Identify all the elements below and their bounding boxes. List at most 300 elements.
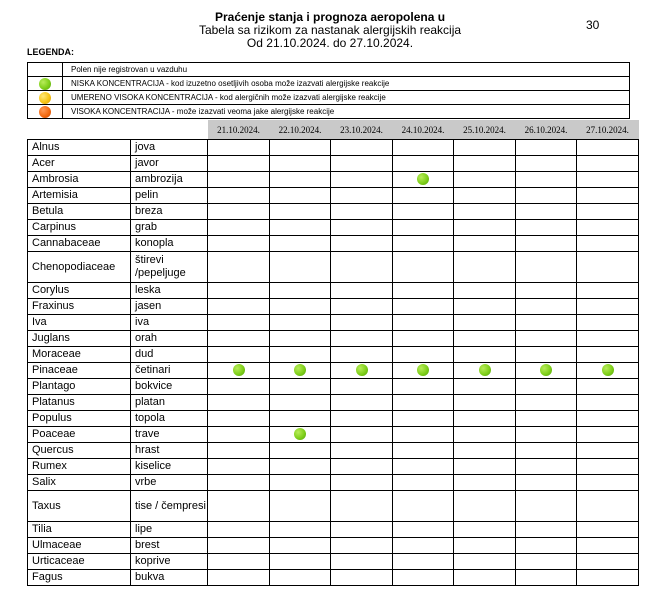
concentration-cell [454,411,516,427]
local-name: koprive [131,554,208,570]
concentration-cell [454,363,516,379]
concentration-cell [393,363,454,379]
concentration-cell [577,252,639,283]
date-header-cell: 24.10.2024. [393,120,454,139]
concentration-cell [393,443,454,459]
latin-name: Rumex [28,459,131,475]
latin-name: Poaceae [28,427,131,443]
concentration-cell [454,331,516,347]
concentration-cell [208,204,270,220]
local-name: bukva [131,570,208,586]
date-header-cell: 23.10.2024. [331,120,393,139]
concentration-cell [208,331,270,347]
concentration-cell [270,363,331,379]
concentration-cell [208,220,270,236]
concentration-cell [270,236,331,252]
concentration-cell [208,538,270,554]
latin-name: Tilia [28,522,131,538]
header-blank [131,120,208,139]
legend-heading: LEGENDA: [27,47,74,57]
concentration-cell [331,554,393,570]
concentration-cell [577,395,639,411]
date-header-cell: 26.10.2024. [516,120,577,139]
concentration-cell [331,363,393,379]
concentration-cell [516,236,577,252]
concentration-cell [270,491,331,522]
legend-symbol [28,63,63,77]
concentration-cell [331,491,393,522]
concentration-cell [208,283,270,299]
concentration-cell [516,427,577,443]
concentration-cell [393,379,454,395]
concentration-cell [208,411,270,427]
concentration-cell [516,156,577,172]
document-subtitle: Tabela sa rizikom za nastanak alergijskih reakcija [198,23,462,37]
concentration-cell [331,204,393,220]
legend-row [28,105,630,119]
high-concentration-dot-icon [39,106,51,118]
concentration-cell [393,570,454,586]
concentration-cell [331,411,393,427]
concentration-cell [516,491,577,522]
concentration-cell [393,236,454,252]
concentration-cell [331,188,393,204]
concentration-cell [208,299,270,315]
concentration-cell [270,411,331,427]
concentration-cell [331,172,393,188]
concentration-cell [270,204,331,220]
concentration-cell [516,554,577,570]
latin-name: Juglans [28,331,131,347]
local-name: grab [131,220,208,236]
concentration-cell [270,188,331,204]
concentration-cell [270,570,331,586]
concentration-cell [393,299,454,315]
legend-row [28,77,630,91]
concentration-cell [270,140,331,156]
table-row [28,363,639,379]
concentration-cell [577,459,639,475]
concentration-cell [331,443,393,459]
concentration-cell [516,220,577,236]
concentration-cell [331,570,393,586]
local-name: tise / čempresi [131,491,208,522]
concentration-cell [208,347,270,363]
concentration-cell [331,379,393,395]
concentration-cell [270,379,331,395]
concentration-cell [331,156,393,172]
local-name: hrast [131,443,208,459]
concentration-cell [208,156,270,172]
table-row [28,570,639,586]
concentration-cell [393,140,454,156]
concentration-cell [454,459,516,475]
concentration-cell [393,347,454,363]
local-name: ambrozija [131,172,208,188]
table-row [28,283,639,299]
latin-name: Ambrosia [28,172,131,188]
concentration-cell [331,522,393,538]
concentration-cell [516,443,577,459]
concentration-cell [454,570,516,586]
table-row [28,443,639,459]
concentration-cell [454,475,516,491]
concentration-cell [331,459,393,475]
concentration-cell [270,156,331,172]
concentration-cell [331,252,393,283]
concentration-cell [577,331,639,347]
concentration-cell [208,459,270,475]
concentration-cell [454,315,516,331]
concentration-cell [577,522,639,538]
table-row [28,427,639,443]
concentration-cell [208,427,270,443]
local-name: lipe [131,522,208,538]
low-concentration-dot-icon [294,364,306,376]
concentration-cell [270,522,331,538]
table-row [28,347,639,363]
latin-name: Quercus [28,443,131,459]
concentration-cell [393,411,454,427]
concentration-cell [454,140,516,156]
concentration-cell [331,140,393,156]
concentration-cell [270,220,331,236]
concentration-cell [577,156,639,172]
latin-name: Fagus [28,570,131,586]
local-name: bokvice [131,379,208,395]
concentration-cell [454,220,516,236]
concentration-cell [208,140,270,156]
concentration-cell [208,475,270,491]
local-name: brest [131,538,208,554]
concentration-cell [454,554,516,570]
local-name: leska [131,283,208,299]
concentration-cell [208,188,270,204]
table-row [28,299,639,315]
concentration-cell [270,299,331,315]
local-name: štirevi /pepeljuge [131,252,208,283]
concentration-cell [393,220,454,236]
concentration-cell [577,443,639,459]
latin-name: Artemisia [28,188,131,204]
concentration-cell [393,252,454,283]
concentration-cell [577,570,639,586]
legend-row [28,63,630,77]
concentration-cell [270,459,331,475]
local-name: dud [131,347,208,363]
concentration-cell [331,283,393,299]
local-name: orah [131,331,208,347]
table-row [28,411,639,427]
legend-row [28,91,630,105]
pollen-risk-table [27,120,639,586]
local-name: kiselice [131,459,208,475]
concentration-cell [516,411,577,427]
concentration-cell [208,379,270,395]
concentration-cell [454,156,516,172]
concentration-cell [393,475,454,491]
local-name: breza [131,204,208,220]
concentration-cell [577,363,639,379]
concentration-cell [393,459,454,475]
concentration-cell [208,554,270,570]
concentration-cell [516,522,577,538]
header-blank [28,120,131,139]
concentration-cell [331,427,393,443]
concentration-cell [516,140,577,156]
latin-name: Ulmaceae [28,538,131,554]
concentration-cell [393,554,454,570]
latin-name: Iva [28,315,131,331]
concentration-cell [454,252,516,283]
concentration-cell [454,283,516,299]
concentration-cell [577,283,639,299]
concentration-cell [270,443,331,459]
low-concentration-dot-icon [294,428,306,440]
concentration-cell [393,395,454,411]
legend-symbol [28,91,63,105]
low-concentration-dot-icon [540,364,552,376]
concentration-cell [516,395,577,411]
local-name: četinari [131,363,208,379]
concentration-cell [577,491,639,522]
table-row [28,395,639,411]
concentration-cell [208,443,270,459]
concentration-cell [270,554,331,570]
table-row [28,379,639,395]
latin-name: Chenopodiaceae [28,252,131,283]
table-row [28,554,639,570]
concentration-cell [454,395,516,411]
concentration-cell [516,299,577,315]
concentration-cell [454,522,516,538]
table-row [28,522,639,538]
table-row [28,172,639,188]
concentration-cell [270,475,331,491]
concentration-cell [208,363,270,379]
concentration-cell [270,347,331,363]
concentration-cell [516,331,577,347]
mid-concentration-dot-icon [39,92,51,104]
concentration-cell [577,140,639,156]
local-name: trave [131,427,208,443]
concentration-cell [516,347,577,363]
low-concentration-dot-icon [356,364,368,376]
date-range: Od 21.10.2024. do 27.10.2024. [246,36,414,50]
concentration-cell [516,283,577,299]
concentration-cell [454,236,516,252]
concentration-cell [454,299,516,315]
legend-symbol [28,77,63,91]
concentration-cell [393,188,454,204]
low-concentration-dot-icon [417,173,429,185]
concentration-cell [393,204,454,220]
local-name: jova [131,140,208,156]
concentration-cell [454,491,516,522]
concentration-cell [454,538,516,554]
latin-name: Taxus [28,491,131,522]
table-row [28,220,639,236]
low-concentration-dot-icon [479,364,491,376]
concentration-cell [516,379,577,395]
concentration-cell [331,331,393,347]
concentration-cell [208,570,270,586]
legend-symbol [28,105,63,119]
concentration-cell [454,172,516,188]
low-concentration-dot-icon [602,364,614,376]
latin-name: Platanus [28,395,131,411]
concentration-cell [393,283,454,299]
concentration-cell [208,522,270,538]
concentration-cell [516,538,577,554]
concentration-cell [393,172,454,188]
local-name: platan [131,395,208,411]
concentration-cell [454,188,516,204]
concentration-cell [516,188,577,204]
concentration-cell [393,522,454,538]
concentration-cell [577,554,639,570]
concentration-cell [516,252,577,283]
local-name: javor [131,156,208,172]
concentration-cell [577,236,639,252]
latin-name: Urticaceae [28,554,131,570]
concentration-cell [516,204,577,220]
latin-name: Alnus [28,140,131,156]
date-header-cell: 21.10.2024. [208,120,270,139]
concentration-cell [577,220,639,236]
low-concentration-dot-icon [233,364,245,376]
concentration-cell [270,172,331,188]
concentration-cell [516,459,577,475]
concentration-cell [516,570,577,586]
legend-text: UMERENO VISOKA KONCENTRACIJA - kod alergičnih može izazvati alergijske reakcije [63,91,630,105]
concentration-cell [270,331,331,347]
concentration-cell [208,252,270,283]
table-row [28,538,639,554]
document-title: Praćenje stanja i prognoza aeropolena u [214,10,446,24]
table-row [28,315,639,331]
table-row [28,491,639,522]
concentration-cell [270,427,331,443]
local-name: vrbe [131,475,208,491]
concentration-cell [577,299,639,315]
concentration-cell [208,236,270,252]
concentration-cell [577,347,639,363]
concentration-cell [516,475,577,491]
concentration-cell [208,315,270,331]
concentration-cell [331,347,393,363]
concentration-cell [331,538,393,554]
concentration-cell [516,363,577,379]
concentration-cell [577,172,639,188]
concentration-cell [270,283,331,299]
concentration-cell [331,299,393,315]
concentration-cell [331,315,393,331]
latin-name: Pinaceae [28,363,131,379]
concentration-cell [393,538,454,554]
table-row [28,204,639,220]
concentration-cell [393,331,454,347]
concentration-cell [577,315,639,331]
local-name: pelin [131,188,208,204]
table-row [28,252,639,283]
low-concentration-dot-icon [417,364,429,376]
table-row [28,188,639,204]
table-row [28,140,639,156]
latin-name: Corylus [28,283,131,299]
local-name: topola [131,411,208,427]
latin-name: Plantago [28,379,131,395]
concentration-cell [577,204,639,220]
concentration-cell [577,538,639,554]
latin-name: Acer [28,156,131,172]
table-row [28,475,639,491]
table-row [28,459,639,475]
table-row [28,156,639,172]
concentration-cell [454,427,516,443]
concentration-cell [270,315,331,331]
concentration-cell [393,156,454,172]
date-header-cell: 25.10.2024. [454,120,516,139]
concentration-cell [516,172,577,188]
concentration-cell [393,315,454,331]
low-concentration-dot-icon [39,78,51,90]
concentration-cell [577,475,639,491]
latin-name: Populus [28,411,131,427]
concentration-cell [270,395,331,411]
date-header-cell: 22.10.2024. [270,120,331,139]
concentration-cell [577,188,639,204]
date-header-row [28,120,639,139]
concentration-cell [577,379,639,395]
local-name: iva [131,315,208,331]
table-row [28,331,639,347]
table-row [28,236,639,252]
latin-name: Moraceae [28,347,131,363]
concentration-cell [208,395,270,411]
concentration-cell [577,427,639,443]
concentration-cell [270,538,331,554]
latin-name: Salix [28,475,131,491]
legend-text: Polen nije registrovan u vazduhu [63,63,630,77]
legend-text: NISKA KONCENTRACIJA - kod izuzetno osetljivih osoba može izazvati alergijske reakcije [63,77,630,91]
latin-name: Carpinus [28,220,131,236]
concentration-cell [331,220,393,236]
concentration-cell [270,252,331,283]
latin-name: Betula [28,204,131,220]
date-header-cell: 27.10.2024. [577,120,639,139]
concentration-cell [208,491,270,522]
local-name: konopla [131,236,208,252]
legend-table [27,62,630,119]
concentration-cell [393,427,454,443]
latin-name: Cannabaceae [28,236,131,252]
latin-name: Fraxinus [28,299,131,315]
page-number: 30 [586,18,600,32]
concentration-cell [331,236,393,252]
concentration-cell [454,204,516,220]
concentration-cell [208,172,270,188]
concentration-cell [454,379,516,395]
legend-text: VISOKA KONCENTRACIJA - može izazvati veoma jake alergijske reakcije [63,105,630,119]
concentration-cell [577,411,639,427]
concentration-cell [331,475,393,491]
local-name: jasen [131,299,208,315]
concentration-cell [331,395,393,411]
concentration-cell [393,491,454,522]
concentration-cell [516,315,577,331]
concentration-cell [454,347,516,363]
